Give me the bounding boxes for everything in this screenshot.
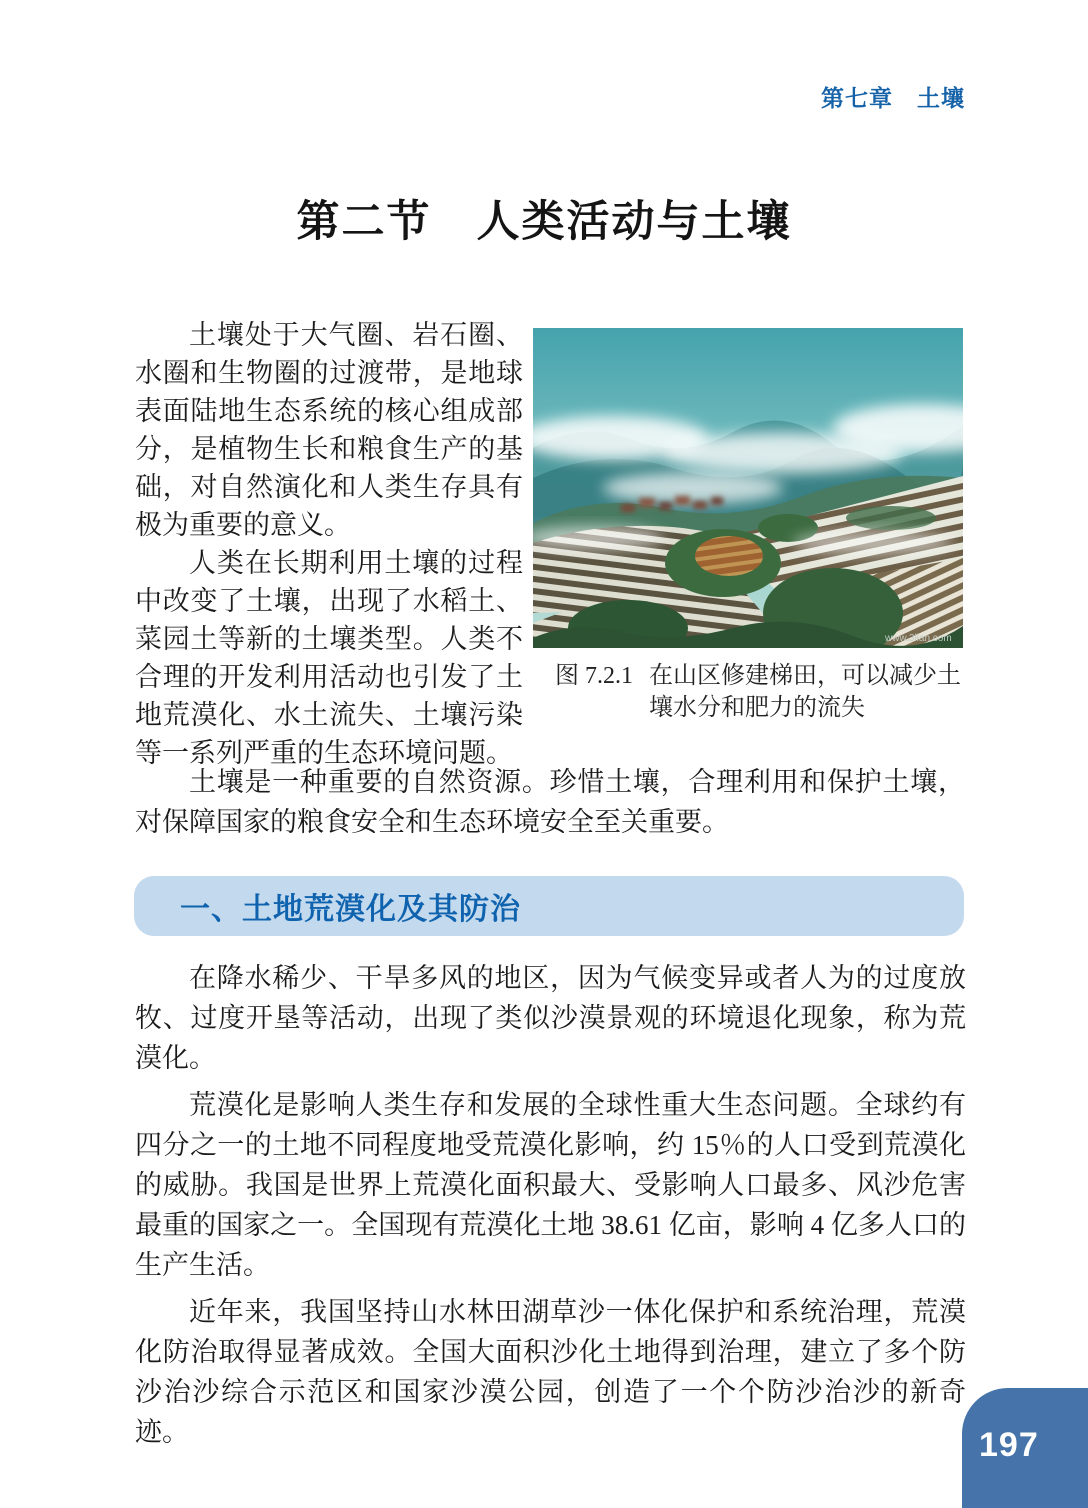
intro-paragraph-3: 土壤是一种重要的自然资源。珍惜土壤，合理利用和保护土壤，对保障国家的粮食安全和生态环境安全至关重要。 xyxy=(135,767,965,837)
figure-7-2-1 xyxy=(533,328,963,724)
chapter-header: 第七章 土壤 xyxy=(821,85,965,111)
figure-caption xyxy=(533,660,963,724)
intro-left-column xyxy=(135,316,523,772)
intro-paragraph-2: 人类在长期利用土壤的过程中改变了土壤，出现了水稻土、菜园土等新的土壤类型。人类不合理的开发利用活动也引发了土地荒漠化、水土流失、土壤污染等一系列严重的生态环境问题。 xyxy=(135,548,523,768)
photo-watermark: www.3lian.com xyxy=(885,633,952,644)
terraced-fields-photo xyxy=(533,328,963,648)
page-number-tab xyxy=(962,1388,1088,1508)
section-body xyxy=(135,958,966,1459)
page-title: 第二节 人类活动与土壤 xyxy=(296,198,792,246)
section-heading-bar xyxy=(134,876,964,936)
section-paragraph-1: 在降水稀少、干旱多风的地区，因为气候变异或者人为的过度放牧、过度开垦等活动，出现了类似沙漠景观的环境退化现象，称为荒漠化。 xyxy=(135,963,966,1073)
figure-caption-text: 在山区修建梯田，可以减少土壤水分和肥力的流失 xyxy=(649,663,961,721)
page-number: 197 xyxy=(979,1426,1039,1464)
figure-caption-label: 图 7.2.1 xyxy=(555,663,633,689)
section-paragraph-3: 近年来，我国坚持山水林田湖草沙一体化保护和系统治理，荒漠化防治取得显著成效。全国大面积沙化土地得到治理，建立了多个防沙治沙综合示范区和国家沙漠公园，创造了一个个防沙治沙的新奇迹。 xyxy=(135,1297,966,1447)
section-heading: 一、土地荒漠化及其防治 xyxy=(180,893,521,926)
section-paragraph-2: 荒漠化是影响人类生存和发展的全球性重大生态问题。全球约有四分之一的土地不同程度地受荒漠化影响，约 15％的人口受到荒漠化的威胁。我国是世界上荒漠化面积最大、受影响人口最多、风沙危害最重的国家之一。全国现有荒漠化土地 38.61 亿亩，影响 4 亿多人口的生产生活。 xyxy=(135,1090,966,1280)
intro-paragraph-1: 土壤处于大气圈、岩石圈、水圈和生物圈的过渡带，是地球表面陆地生态系统的核心组成部分，是植物生长和粮食生产的基础，对自然演化和人类生存具有极为重要的意义。 xyxy=(135,320,523,540)
